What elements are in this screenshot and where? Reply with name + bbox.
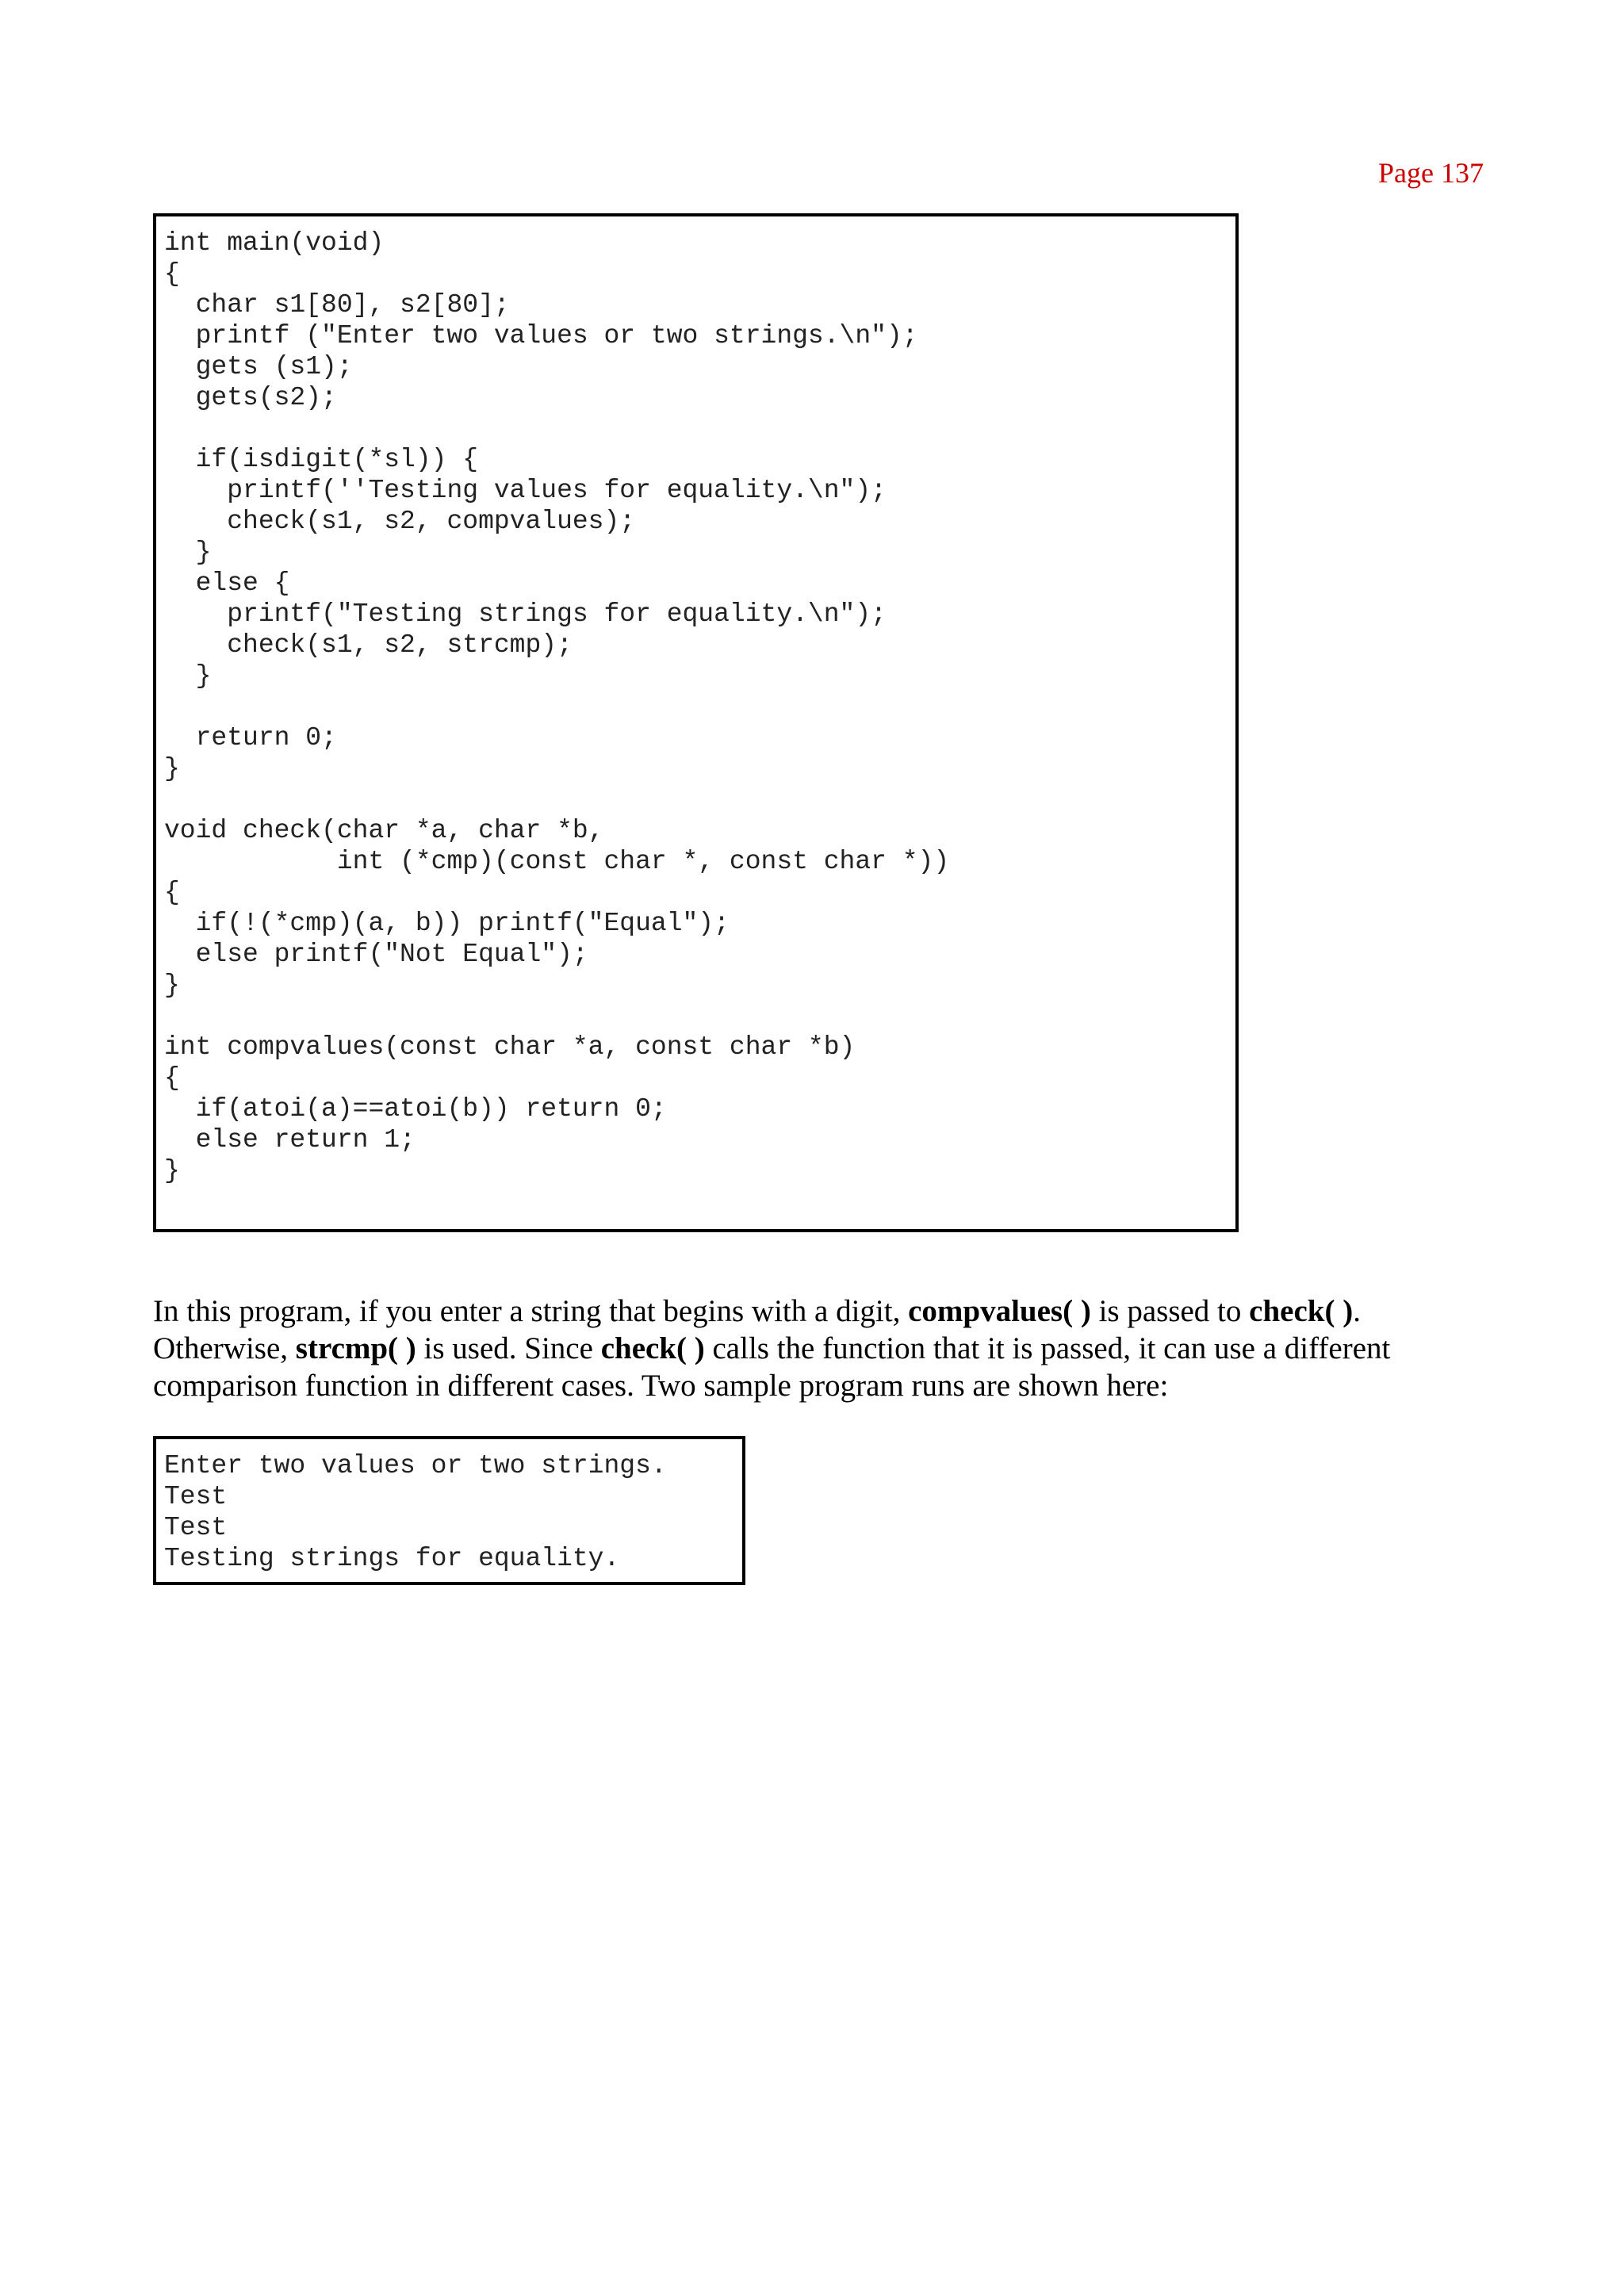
- paragraph-text: is used. Since: [416, 1331, 601, 1365]
- code-line: else printf("Not Equal");: [164, 940, 588, 969]
- paragraph-text: Otherwise,: [153, 1331, 296, 1365]
- code-line: int main(void): [164, 228, 385, 258]
- code-line: {: [164, 878, 180, 907]
- explanation-paragraph: [153, 1293, 1485, 1404]
- paragraph-line: [153, 1293, 1485, 1330]
- code-line: gets(s2);: [164, 383, 337, 412]
- code-blank-line: [164, 1001, 1228, 1032]
- code-line: }: [164, 661, 212, 691]
- code-line: printf ("Enter two values or two strings.\n");: [164, 321, 918, 350]
- code-line: check(s1, s2, compvalues);: [164, 507, 636, 536]
- output-line: Test: [164, 1513, 228, 1542]
- code-line: char s1[80], s2[80];: [164, 290, 510, 320]
- code-line: if(!(*cmp)(a, b)) printf("Equal");: [164, 909, 730, 938]
- paragraph-text: calls the function that it is passed, it can use a different: [704, 1331, 1391, 1365]
- code-line: {: [164, 1063, 180, 1093]
- code-line: int (*cmp)(const char *, const char *)): [164, 847, 950, 876]
- code-line: check(s1, s2, strcmp);: [164, 630, 573, 660]
- paragraph-line: comparison function in different cases. Two sample program runs are shown here:: [153, 1369, 1169, 1403]
- code-blank-line: [164, 413, 1228, 444]
- code-line: else {: [164, 569, 290, 598]
- code-line: {: [164, 259, 180, 289]
- code-blank-line: [164, 691, 1228, 722]
- code-line: void check(char *a, char *b,: [164, 816, 604, 845]
- output-line: Test: [164, 1482, 228, 1511]
- code-line: printf(''Testing values for equality.\n");: [164, 476, 887, 505]
- function-name-check: check( ): [1249, 1294, 1354, 1328]
- code-line: return 0;: [164, 723, 337, 753]
- code-line: printf("Testing strings for equality.\n");: [164, 599, 887, 629]
- code-line: if(atoi(a)==atoi(b)) return 0;: [164, 1094, 667, 1124]
- function-name-compvalues: compvalues( ): [908, 1294, 1091, 1328]
- code-listing: [153, 213, 1239, 1232]
- code-line: gets (s1);: [164, 352, 353, 381]
- code-line: }: [164, 1156, 180, 1185]
- page-number: Page 137: [1378, 157, 1484, 189]
- output-line: Enter two values or two strings.: [164, 1451, 667, 1480]
- code-line: }: [164, 754, 180, 783]
- paragraph-text: is passed to: [1090, 1294, 1250, 1328]
- code-line: }: [164, 538, 212, 567]
- sample-output: [153, 1436, 745, 1585]
- code-blank-line: [164, 784, 1228, 815]
- code-line: if(isdigit(*sl)) {: [164, 445, 479, 474]
- paragraph-text: .: [1353, 1294, 1361, 1328]
- code-line: }: [164, 971, 180, 1000]
- output-line: Testing strings for equality.: [164, 1544, 620, 1573]
- function-name-check: check( ): [600, 1331, 705, 1365]
- code-line: else return 1;: [164, 1125, 416, 1155]
- function-name-strcmp: strcmp( ): [295, 1331, 416, 1365]
- paragraph-line: [153, 1330, 1485, 1367]
- paragraph-text: In this program, if you enter a string that begins with a digit,: [153, 1294, 909, 1328]
- code-line: int compvalues(const char *a, const char *b): [164, 1032, 856, 1062]
